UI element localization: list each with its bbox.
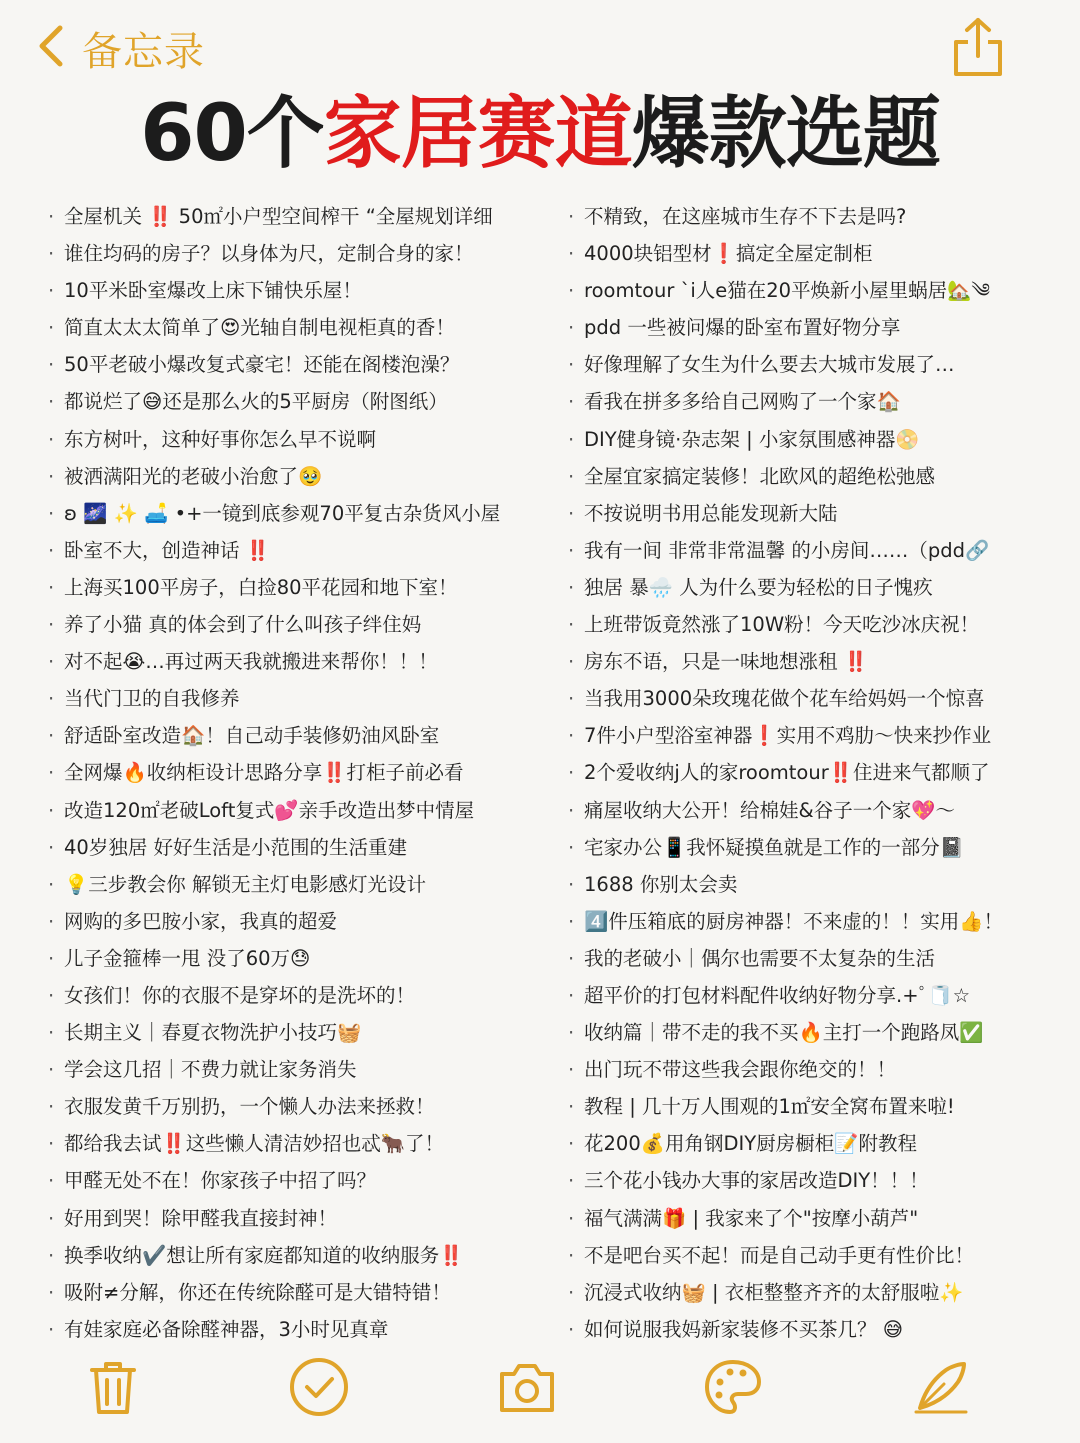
topic-text: 出门玩不带这些我会跟你绝交的！！	[584, 1058, 897, 1082]
left-topic-item	[48, 1088, 548, 1125]
topic-text: 改造120㎡老破Loft复式💕亲手改造出梦中情屋	[64, 798, 475, 822]
left-topic-item	[48, 346, 548, 383]
bullet-dot: ·	[568, 872, 575, 896]
right-topic-item	[568, 829, 1068, 866]
topic-text: 沉浸式收纳🧺 | 衣柜整整齐齐的太舒服啦✨	[584, 1280, 964, 1304]
left-topic-item	[48, 680, 548, 717]
topic-text: 被洒满阳光的老破小治愈了🥹	[64, 464, 323, 488]
share-button[interactable]	[950, 16, 1006, 80]
bullet-dot: ·	[48, 279, 55, 303]
right-topic-item	[568, 754, 1068, 791]
topic-text: roomtour ˋi人e猫在20平焕新小屋里蜗居🏡༄	[584, 279, 990, 303]
right-topic-item	[568, 792, 1068, 829]
left-topic-item	[48, 272, 548, 309]
right-topic-item	[568, 977, 1068, 1014]
right-topic-item	[568, 235, 1068, 272]
right-topic-item	[568, 866, 1068, 903]
topic-text: 不按说明书用总能发现新大陆	[584, 501, 838, 525]
right-topic-item	[568, 1051, 1068, 1088]
topic-text: 独居 暴🌧️ 人为什么要为轻松的日子愧疚	[584, 575, 933, 599]
left-topic-item	[48, 606, 548, 643]
left-topic-item	[48, 903, 548, 940]
topic-text: 房东不语，只是一味地想涨租 ‼️	[584, 650, 868, 674]
bullet-dot: ·	[568, 650, 575, 674]
topic-text: 好像理解了女生为什么要去大城市发展了…	[584, 353, 955, 377]
bullet-dot: ·	[568, 1317, 575, 1341]
right-topic-item	[568, 421, 1068, 458]
right-topic-item	[568, 1274, 1068, 1311]
topic-text: DIY健身镜·杂志架 | 小家氛围感神器📀	[584, 427, 920, 451]
topic-text: 养了小猫 真的体会到了什么叫孩子绊住妈	[64, 613, 422, 637]
bullet-dot: ·	[568, 1095, 575, 1119]
right-topic-list	[568, 198, 1068, 1348]
bullet-dot: ·	[568, 1058, 575, 1082]
left-topic-item	[48, 940, 548, 977]
topic-text: 4️⃣件压箱底的厨房神器！不来虚的！！实用👍！	[584, 909, 1004, 933]
top-navigation-bar	[0, 0, 1080, 90]
right-topic-item	[568, 903, 1068, 940]
bullet-dot: ·	[568, 613, 575, 637]
topic-text: 都给我去试‼️这些懒人清洁妙招也忒🐂了！	[64, 1132, 445, 1156]
bullet-dot: ·	[48, 501, 55, 525]
topic-text: 谁住均码的房子？以身体为尺，定制合身的家！	[64, 242, 474, 266]
bullet-dot: ·	[48, 1243, 55, 1267]
bullet-dot: ·	[48, 353, 55, 377]
bullet-dot: ·	[48, 1132, 55, 1156]
right-topic-item	[568, 309, 1068, 346]
bullet-dot: ·	[48, 1095, 55, 1119]
right-topic-item	[568, 643, 1068, 680]
title-part-highlight: 家居赛道	[323, 89, 632, 179]
left-topic-item	[48, 532, 548, 569]
right-topic-item	[568, 272, 1068, 309]
right-topic-item	[568, 1162, 1068, 1199]
trash-icon	[82, 1403, 144, 1422]
right-topic-item	[568, 680, 1068, 717]
right-topic-item	[568, 458, 1068, 495]
right-topic-item	[568, 383, 1068, 420]
bullet-dot: ·	[48, 242, 55, 266]
right-topic-item	[568, 495, 1068, 532]
left-topic-item	[48, 235, 548, 272]
bullet-dot: ·	[48, 872, 55, 896]
topic-text: 上海买100平房子，白捡80平花园和地下室！	[64, 575, 458, 599]
bullet-dot: ·	[48, 909, 55, 933]
topic-text: 7件小户型浴室神器❗实用不鸡肋～快来抄作业	[584, 724, 992, 748]
bullet-dot: ·	[568, 464, 575, 488]
topic-text: 花200💰用角钢DIY厨房橱柜📝附教程	[584, 1132, 917, 1156]
left-topic-item	[48, 1237, 548, 1274]
bullet-dot: ·	[568, 353, 575, 377]
topic-text: 学会这几招｜不费力就让家务消失	[64, 1058, 357, 1082]
checklist-button[interactable]	[288, 1356, 350, 1418]
left-topic-item	[48, 198, 548, 235]
bullet-dot: ·	[48, 390, 55, 414]
bullet-dot: ·	[568, 501, 575, 525]
topic-text: 福气满满🎁 | 我家来了个"按摩小葫芦"	[584, 1206, 919, 1230]
bullet-dot: ·	[48, 1280, 55, 1304]
left-topic-item	[48, 1311, 548, 1348]
bullet-dot: ·	[48, 538, 55, 562]
bullet-dot: ·	[568, 205, 575, 228]
left-topic-item	[48, 1274, 548, 1311]
bullet-dot: ·	[568, 909, 575, 933]
left-topic-item	[48, 643, 548, 680]
topic-text: 当代门卫的自我修养	[64, 687, 240, 711]
bullet-dot: ·	[48, 1021, 55, 1045]
topic-text: 4000块铝型材❗搞定全屋定制柜	[584, 242, 873, 266]
note-title	[0, 86, 1080, 182]
left-topic-item	[48, 1162, 548, 1199]
bullet-dot: ·	[568, 538, 575, 562]
topic-text: 如何说服我妈新家装修不买茶几？ 😅	[584, 1317, 904, 1341]
topic-text: 甲醛无处不在！你家孩子中招了吗？	[64, 1169, 377, 1193]
bullet-dot: ·	[48, 1169, 55, 1193]
topic-text: 全网爆🔥收纳柜设计思路分享‼️打柜子前必看	[64, 761, 464, 785]
bottom-toolbar	[0, 1356, 1080, 1426]
right-topic-item	[568, 1311, 1068, 1348]
topic-text: 不是吧台买不起！而是自己动手更有性价比！	[584, 1243, 975, 1267]
topic-text: 50平老破小爆改复式豪宅！还能在阁楼泡澡？	[64, 353, 460, 377]
topic-text: ʚ 🌌 ✨ 🛋️ •+一镜到底参观70平复古杂货风小屋	[64, 501, 501, 525]
right-topic-item	[568, 1200, 1068, 1237]
bullet-dot: ·	[48, 1206, 55, 1230]
bullet-dot: ·	[568, 390, 575, 414]
right-topic-item	[568, 606, 1068, 643]
left-topic-item	[48, 1125, 548, 1162]
bullet-dot: ·	[48, 464, 55, 488]
bullet-dot: ·	[48, 316, 55, 340]
topic-text: 不精致，在这座城市生存不下去是吗?	[584, 205, 907, 228]
topic-text: 卧室不大，创造神话 ‼️	[64, 538, 270, 562]
left-topic-item	[48, 421, 548, 458]
topic-text: 全屋宜家搞定装修！北欧风的超绝松弛感	[584, 464, 936, 488]
bullet-dot: ·	[48, 983, 55, 1007]
bullet-dot: ·	[48, 835, 55, 859]
topic-text: 痛屋收纳大公开！给棉娃&谷子一个家💖～	[584, 798, 955, 822]
topic-text: 我有一间 非常非常温馨 的小房间……（pdd🔗	[584, 538, 990, 562]
camera-icon	[496, 1403, 558, 1422]
bullet-dot: ·	[568, 427, 575, 451]
topic-text: 简直太太太简单了😍光轴自制电视柜真的香！	[64, 316, 455, 340]
bullet-dot: ·	[48, 1058, 55, 1082]
left-topic-item	[48, 754, 548, 791]
pen-icon	[910, 1403, 972, 1422]
topic-text: 换季收纳✔️想让所有家庭都知道的收纳服务‼️	[64, 1243, 464, 1267]
bullet-dot: ·	[48, 761, 55, 785]
topic-text: 40岁独居 好好生活是小范围的生活重建	[64, 835, 408, 859]
topic-text: 衣服发黄千万别扔，一个懒人办法来拯救！	[64, 1095, 435, 1119]
chevron-left-icon	[34, 24, 68, 72]
left-topic-item	[48, 309, 548, 346]
bullet-dot: ·	[48, 613, 55, 637]
bullet-dot: ·	[48, 205, 55, 228]
left-topic-item	[48, 1051, 548, 1088]
bullet-dot: ·	[568, 1206, 575, 1230]
checklist-icon	[288, 1403, 350, 1422]
right-topic-item	[568, 198, 1068, 235]
topic-text: 舒适卧室改造🏠！自己动手装修奶油风卧室	[64, 724, 440, 748]
compose-button[interactable]	[910, 1356, 972, 1418]
topic-text: 都说烂了😅还是那么火的5平厨房（附图纸）	[64, 390, 448, 414]
left-topic-item	[48, 717, 548, 754]
left-topic-item	[48, 792, 548, 829]
left-topic-list	[48, 198, 548, 1348]
topic-text: 三个花小钱办大事的家居改造DIY！！！	[584, 1169, 929, 1193]
topic-text: 上班带饭竟然涨了10W粉！今天吃沙冰庆祝！	[584, 613, 980, 637]
topic-text: 儿子金箍棒一甩 没了60万😓	[64, 946, 311, 970]
bullet-dot: ·	[568, 983, 575, 1007]
title-part-topic: 爆款选题	[631, 89, 940, 179]
bullet-dot: ·	[48, 946, 55, 970]
bullet-dot: ·	[48, 798, 55, 822]
topic-text: 教程 | 几十万人围观的1㎡安全窝布置来啦!	[584, 1095, 955, 1119]
bullet-dot: ·	[568, 946, 575, 970]
topic-text: 2个爱收纳j人的家roomtour‼️住进来气都顺了	[584, 761, 990, 785]
topic-text: 10平米卧室爆改上床下铺快乐屋！	[64, 279, 362, 303]
left-topic-item	[48, 1014, 548, 1051]
left-topic-item	[48, 866, 548, 903]
delete-button[interactable]	[82, 1356, 144, 1418]
topic-text: 网购的多巴胺小家，我真的超爱	[64, 909, 338, 933]
palette-icon	[702, 1403, 764, 1422]
bullet-dot: ·	[568, 242, 575, 266]
bullet-dot: ·	[568, 1021, 575, 1045]
title-part-count: 60个	[140, 89, 324, 179]
bullet-dot: ·	[48, 575, 55, 599]
left-topic-item	[48, 495, 548, 532]
left-topic-item	[48, 458, 548, 495]
right-topic-item	[568, 346, 1068, 383]
bullet-dot: ·	[568, 798, 575, 822]
left-topic-item	[48, 383, 548, 420]
topic-text: 💡三步教会你 解锁无主灯电影感灯光设计	[64, 872, 426, 896]
topic-text: 1688 你别太会卖	[584, 872, 738, 896]
topic-text: 女孩们！你的衣服不是穿坏的是洗坏的！	[64, 983, 416, 1007]
topic-text: 收纳篇｜带不走的我不买🔥主打一个跑路凤✅	[584, 1021, 984, 1045]
topic-text: 吸附≠分解，你还在传统除醛可是大错特错！	[64, 1280, 451, 1304]
bullet-dot: ·	[48, 650, 55, 674]
bullet-dot: ·	[568, 687, 575, 711]
back-label: 备忘录	[82, 28, 205, 75]
right-topic-item	[568, 1088, 1068, 1125]
bullet-dot: ·	[48, 687, 55, 711]
bullet-dot: ·	[568, 575, 575, 599]
topic-text: 我的老破小｜偶尔也需要不太复杂的生活	[584, 946, 936, 970]
bullet-dot: ·	[568, 724, 575, 748]
topic-text: 对不起😭…再过两天我就搬进来帮你！！！	[64, 650, 438, 674]
topic-text: pdd 一些被问爆的卧室布置好物分享	[584, 316, 901, 340]
topic-text: 有娃家庭必备除醛神器，3小时见真章	[64, 1317, 389, 1341]
right-topic-item	[568, 1014, 1068, 1051]
bullet-dot: ·	[568, 761, 575, 785]
topic-text: 宅家办公📱我怀疑摸鱼就是工作的一部分📓	[584, 835, 965, 859]
markup-button[interactable]	[702, 1356, 764, 1418]
bullet-dot: ·	[568, 1132, 575, 1156]
bullet-dot: ·	[568, 1243, 575, 1267]
bullet-dot: ·	[48, 724, 55, 748]
bullet-dot: ·	[48, 427, 55, 451]
camera-button[interactable]	[496, 1356, 558, 1418]
bullet-dot: ·	[568, 316, 575, 340]
right-topic-item	[568, 569, 1068, 606]
topic-text: 看我在拼多多给自己网购了一个家🏠	[584, 390, 901, 414]
left-topic-item	[48, 977, 548, 1014]
topic-text: 当我用3000朵玫瑰花做个花车给妈妈一个惊喜	[584, 687, 985, 711]
bullet-dot: ·	[568, 1280, 575, 1304]
topic-text: 好用到哭！除甲醛我直接封神！	[64, 1206, 338, 1230]
bullet-dot: ·	[568, 1169, 575, 1193]
topic-text: 全屋机关 ‼️ 50㎡小户型空间榨干 “全屋规划详细	[64, 205, 493, 228]
left-topic-item	[48, 569, 548, 606]
topic-text: 超平价的打包材料配件收纳好物分享.+ﾟ🧻☆	[584, 983, 971, 1007]
right-topic-item	[568, 1125, 1068, 1162]
left-topic-item	[48, 829, 548, 866]
bullet-dot: ·	[568, 835, 575, 859]
topic-text: 长期主义｜春夏衣物洗护小技巧🧺	[64, 1021, 362, 1045]
right-topic-item	[568, 1237, 1068, 1274]
right-topic-item	[568, 940, 1068, 977]
right-topic-item	[568, 532, 1068, 569]
back-button[interactable]	[34, 20, 205, 76]
topic-text: 东方树叶，这种好事你怎么早不说啊	[64, 427, 377, 451]
share-icon	[950, 65, 1006, 84]
left-topic-item	[48, 1200, 548, 1237]
right-topic-item	[568, 717, 1068, 754]
bullet-dot: ·	[48, 1317, 55, 1341]
bullet-dot: ·	[568, 279, 575, 303]
